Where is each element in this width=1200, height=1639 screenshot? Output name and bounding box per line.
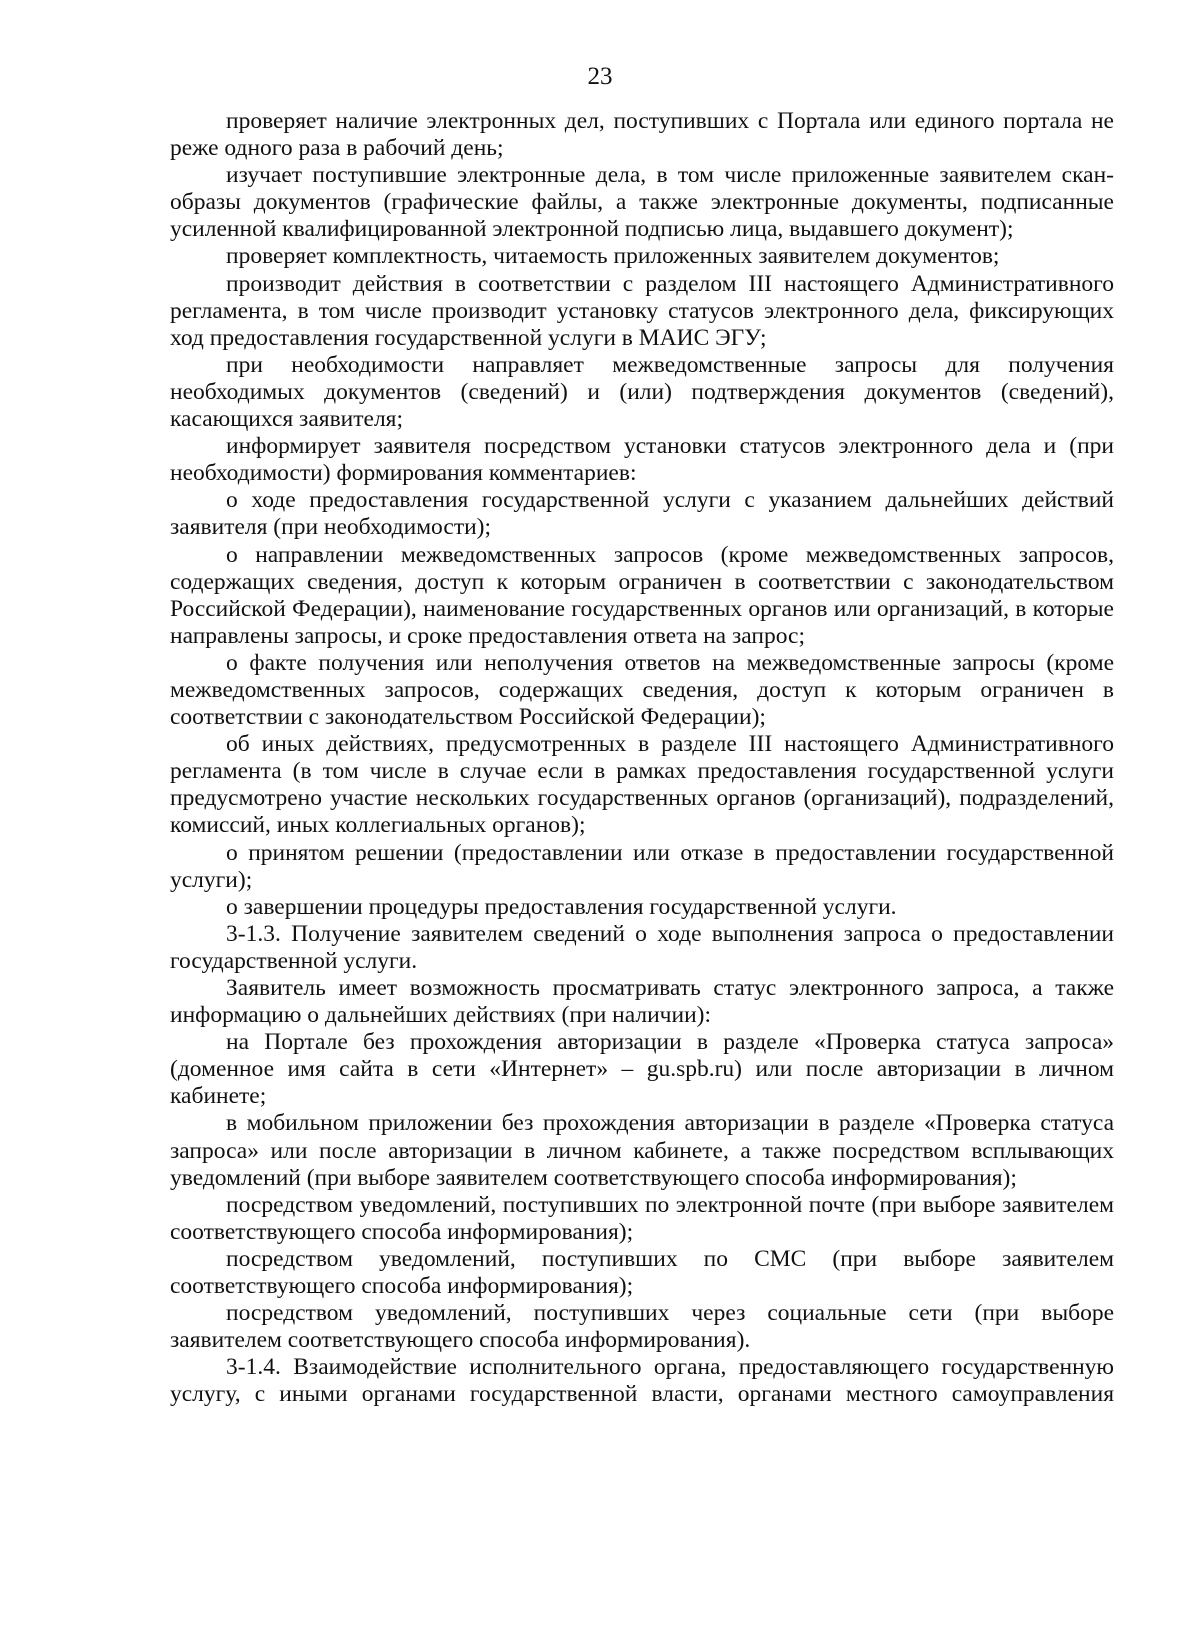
- section-heading: 3-1.3. Получение заявителем сведений о ходе выполнения запроса о предоставлении государственной услуги.: [170, 920, 1114, 974]
- paragraph: о завершении процедуры предоставления государственной услуги.: [226, 893, 897, 920]
- paragraph: производит действия в соответствии с разделом III настоящего Административного регламента, в том числе производит установку статусов электронного дела, фиксирующих ход предоставления государственной услуги в МАИС ЭГУ;: [170, 270, 1114, 351]
- paragraph: об иных действиях, предусмотренных в разделе III настоящего Административного регламента (в том числе в случае если в рамках предоставления государственной услуги предусмотрено участие нескольких государственных органов (организаций), подразделений, комиссий, иных коллегиальных органов);: [170, 731, 1114, 839]
- paragraph: изучает поступившие электронные дела, в том числе приложенные заявителем скан-образы документов (графические файлы, а также электронные документы, подписанные усиленной квалифицированной электронной подписью лица, выдавшего документ);: [170, 162, 1114, 243]
- section-heading: 3-1.4. Взаимодействие исполнительного органа, предоставляющего государственную услугу, с иными органами государственной власти, органами местного самоуправления: [170, 1354, 1114, 1408]
- paragraph: о ходе предоставления государственной услуги с указанием дальнейших действий заявителя (при необходимости);: [170, 487, 1114, 541]
- paragraph: посредством уведомлений, поступивших по СМС (при выборе заявителем соответствующего способа информирования);: [170, 1245, 1114, 1300]
- document-body: [170, 108, 1114, 1409]
- page-number: 23: [587, 63, 613, 90]
- paragraph: на Портале без прохождения авторизации в разделе «Проверка статуса запроса» (доменное имя сайта в сети «Интернет» – gu.spb.ru) или после авторизации в личном кабинете;: [170, 1029, 1114, 1110]
- paragraph: о принятом решении (предоставлении или отказе в предоставлении государственной услуги);: [170, 839, 1114, 893]
- paragraph: в мобильном приложении без прохождения авторизации в разделе «Проверка статуса запроса» или после авторизации в личном кабинете, а также посредством всплывающих уведомлений (при выборе заявителем соответствующего способа информирования);: [170, 1110, 1114, 1191]
- paragraph: Заявитель имеет возможность просматривать статус электронного запроса, а также информацию о дальнейших действиях (при наличии):: [170, 975, 1114, 1029]
- paragraph: проверяет наличие электронных дел, поступивших с Портала или единого портала не реже одного раза в рабочий день;: [170, 108, 1114, 162]
- paragraph: посредством уведомлений, поступивших через социальные сети (при выборе заявителем соответствующего способа информирования).: [170, 1300, 1114, 1354]
- paragraph: о направлении межведомственных запросов (кроме межведомственных запросов, содержащих сведения, доступ к которым ограничен в соответствии с законодательством Российской Федерации), наименование государственных органов или организаций, в которые направлены запросы, и сроке предоставления ответа на запрос;: [170, 541, 1114, 649]
- paragraph: о факте получения или неполучения ответов на межведомственные запросы (кроме межведомственных запросов, содержащих сведения, доступ к которым ограничен в соответствии с законодательством Российской Федерации);: [170, 649, 1114, 731]
- paragraph: проверяет комплектность, читаемость приложенных заявителем документов;: [226, 243, 1000, 270]
- paragraph: посредством уведомлений, поступивших по электронной почте (при выборе заявителем соответствующего способа информирования);: [170, 1191, 1114, 1245]
- paragraph: при необходимости направляет межведомственные запросы для получения необходимых документов (сведений) и (или) подтверждения документов (сведений), касающихся заявителя;: [170, 351, 1114, 433]
- paragraph: информирует заявителя посредством установки статусов электронного дела и (при необходимости) формирования комментариев:: [170, 433, 1114, 487]
